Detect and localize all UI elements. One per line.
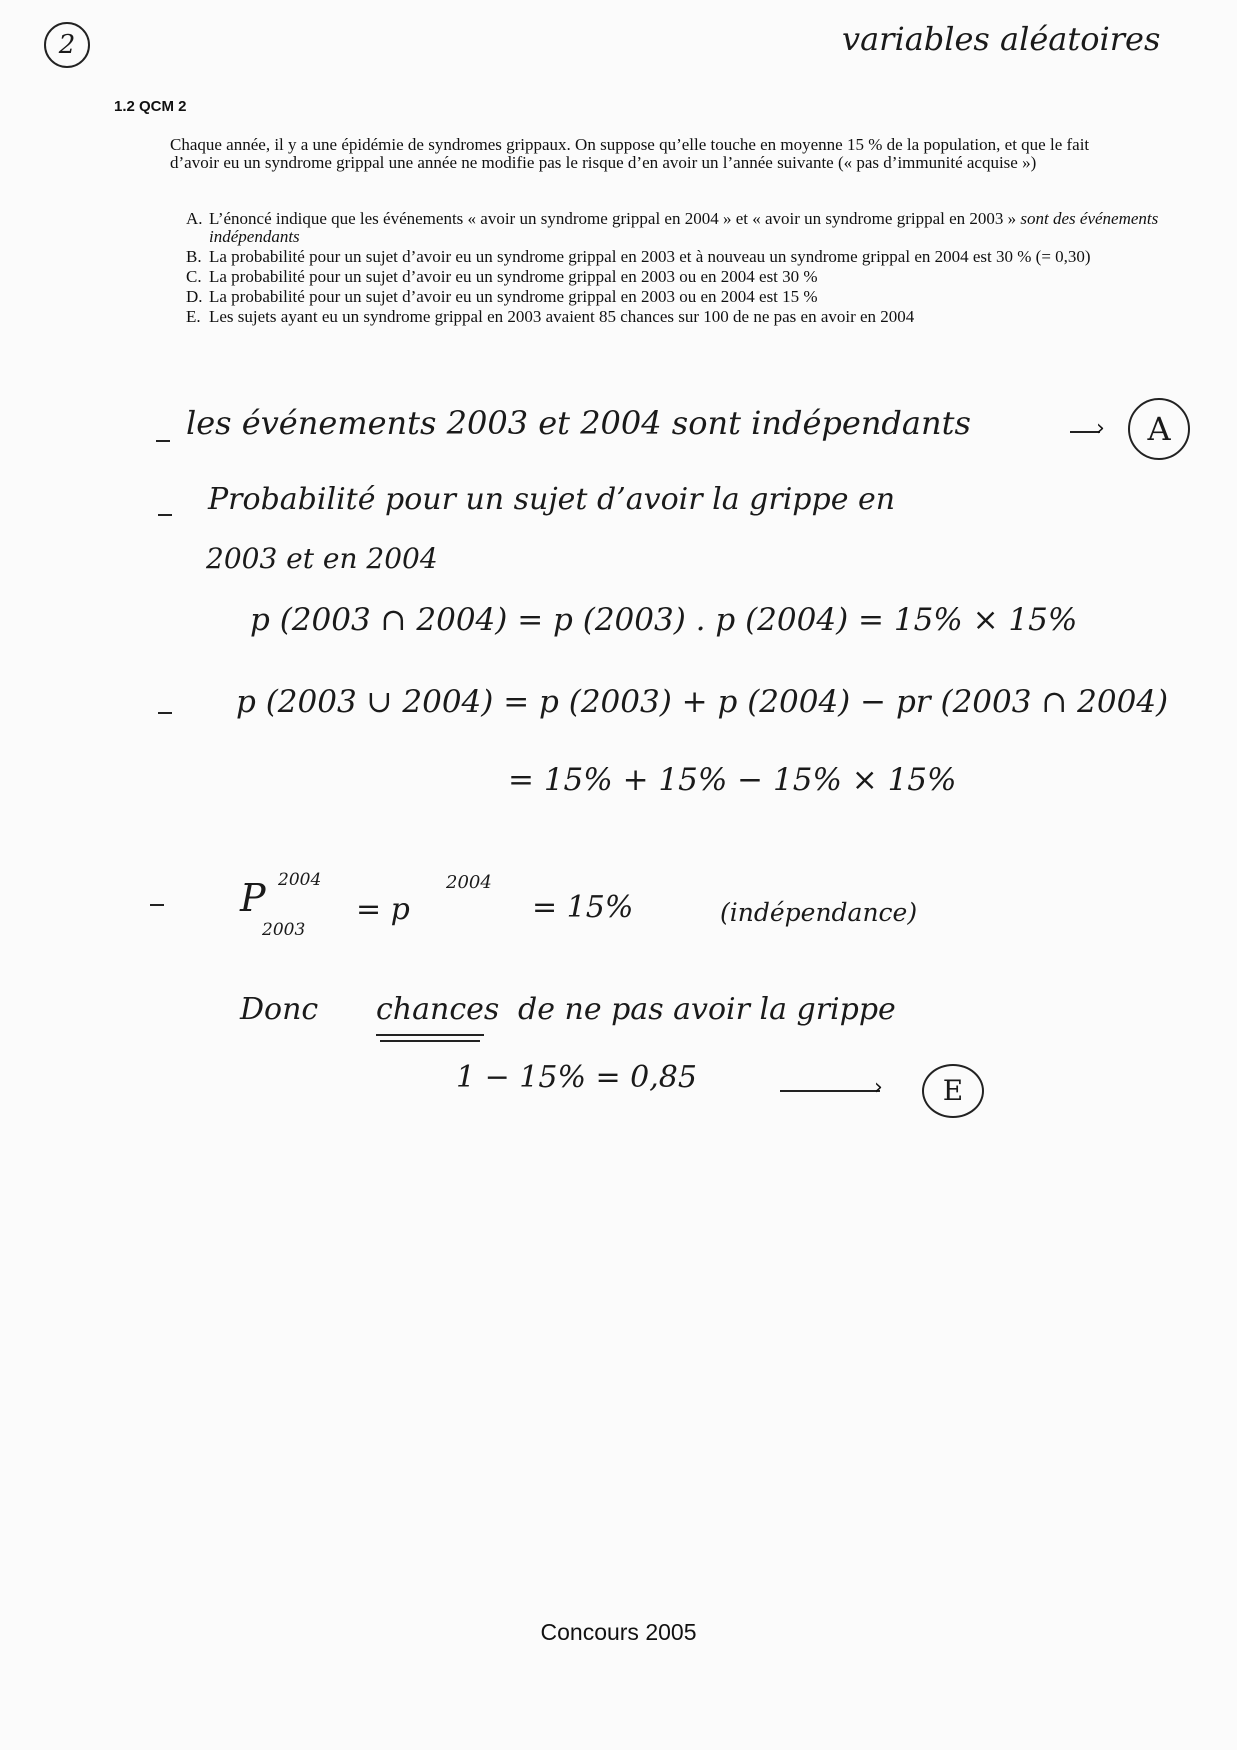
handwritten-line-2a: Probabilité pour un sujet d’avoir la grippe en bbox=[208, 482, 896, 517]
option-a-text: L’énoncé indique que les événements « avoir un syndrome grippal en 2004 » et « avoir un syndrome grippal en 2003 » bbox=[209, 209, 1017, 228]
donc-prefix: Donc bbox=[240, 992, 319, 1027]
conditional-result: = 15% bbox=[532, 890, 634, 925]
conditional-p: P bbox=[240, 876, 266, 920]
option-text: La probabilité pour un sujet d’avoir eu un syndrome grippal en 2003 ou en 2004 est 15 % bbox=[209, 287, 818, 306]
arrow-head-icon: › bbox=[1096, 416, 1105, 441]
option-letter: E. bbox=[186, 307, 201, 326]
conditional-equals-p: = p bbox=[356, 892, 410, 927]
answer-e-circle bbox=[922, 1064, 984, 1118]
footer-text: Concours 2005 bbox=[540, 1619, 697, 1645]
option-text: Les sujets ayant eu un syndrome grippal en 2003 avaient 85 chances sur 100 de ne pas en avoir en 2004 bbox=[209, 307, 915, 326]
underline bbox=[376, 1034, 484, 1036]
option-c bbox=[170, 268, 1160, 286]
answer-a: A bbox=[1147, 410, 1171, 448]
equation-intersection: p (2003 ∩ 2004) = p (2003) . p (2004) = 15% × 15% bbox=[250, 602, 1078, 638]
options-list bbox=[170, 210, 1160, 328]
independence-note: (indépendance) bbox=[720, 898, 918, 927]
question-text: Chaque année, il y a une épidémie de syndromes grippaux. On suppose qu’elle touche en moyenne 15 % de la population, et que le fait d’avoir eu un syndrome grippal une année ne modifie pas le risque d’en avoir un l’année suivante (« pas d’immunité acquise ») bbox=[170, 135, 1090, 172]
option-text: La probabilité pour un sujet d’avoir eu un syndrome grippal en 2003 ou en 2004 est 30 % bbox=[209, 267, 818, 286]
option-text bbox=[209, 210, 1160, 246]
arrow-head-icon: › bbox=[874, 1075, 883, 1100]
equation-union-value: = 15% + 15% − 15% × 15% bbox=[508, 762, 957, 798]
topic-annotation: variables aléatoires bbox=[842, 20, 1161, 58]
option-letter: B. bbox=[186, 247, 202, 266]
donc-suffix: de ne pas avoir la grippe bbox=[518, 992, 896, 1027]
option-text: La probabilité pour un sujet d’avoir eu un syndrome grippal en 2003 et à nouveau un syndrome grippal en 2004 est 30 % (= 0,30) bbox=[209, 247, 1091, 266]
option-d bbox=[170, 288, 1160, 306]
calculation: 1 − 15% = 0,85 bbox=[456, 1060, 697, 1095]
bullet-dash bbox=[158, 712, 172, 714]
conditional-subscript: 2003 bbox=[262, 920, 306, 940]
handwritten-line-2b: 2003 et en 2004 bbox=[206, 542, 438, 575]
option-letter: C. bbox=[186, 267, 202, 286]
option-b bbox=[170, 248, 1160, 266]
handwritten-line-1: les événements 2003 et 2004 sont indépendants bbox=[186, 404, 971, 442]
page-number-circle bbox=[44, 22, 90, 68]
option-letter: A. bbox=[186, 209, 203, 228]
arrow-line bbox=[780, 1090, 880, 1092]
conditional-superscript-2: 2004 bbox=[446, 872, 492, 893]
answer-a-circle bbox=[1128, 398, 1190, 460]
option-letter: D. bbox=[186, 287, 203, 306]
donc-underlined: chances bbox=[376, 992, 500, 1027]
section-title: 1.2 QCM 2 bbox=[114, 98, 187, 115]
answer-e: E bbox=[942, 1074, 964, 1107]
underline bbox=[380, 1040, 480, 1042]
option-a-italic: sont des événements indépendants bbox=[209, 209, 1159, 246]
bullet-dash bbox=[156, 440, 170, 442]
equation-union: p (2003 ∪ 2004) = p (2003) + p (2004) − pr (2003 ∩ 2004) bbox=[236, 684, 1169, 720]
bullet-dash bbox=[150, 904, 164, 906]
option-a bbox=[170, 210, 1160, 246]
conditional-superscript: 2004 bbox=[278, 870, 322, 890]
bullet-dash bbox=[158, 514, 172, 516]
option-e bbox=[170, 308, 1160, 326]
page-number: 2 bbox=[58, 30, 76, 60]
